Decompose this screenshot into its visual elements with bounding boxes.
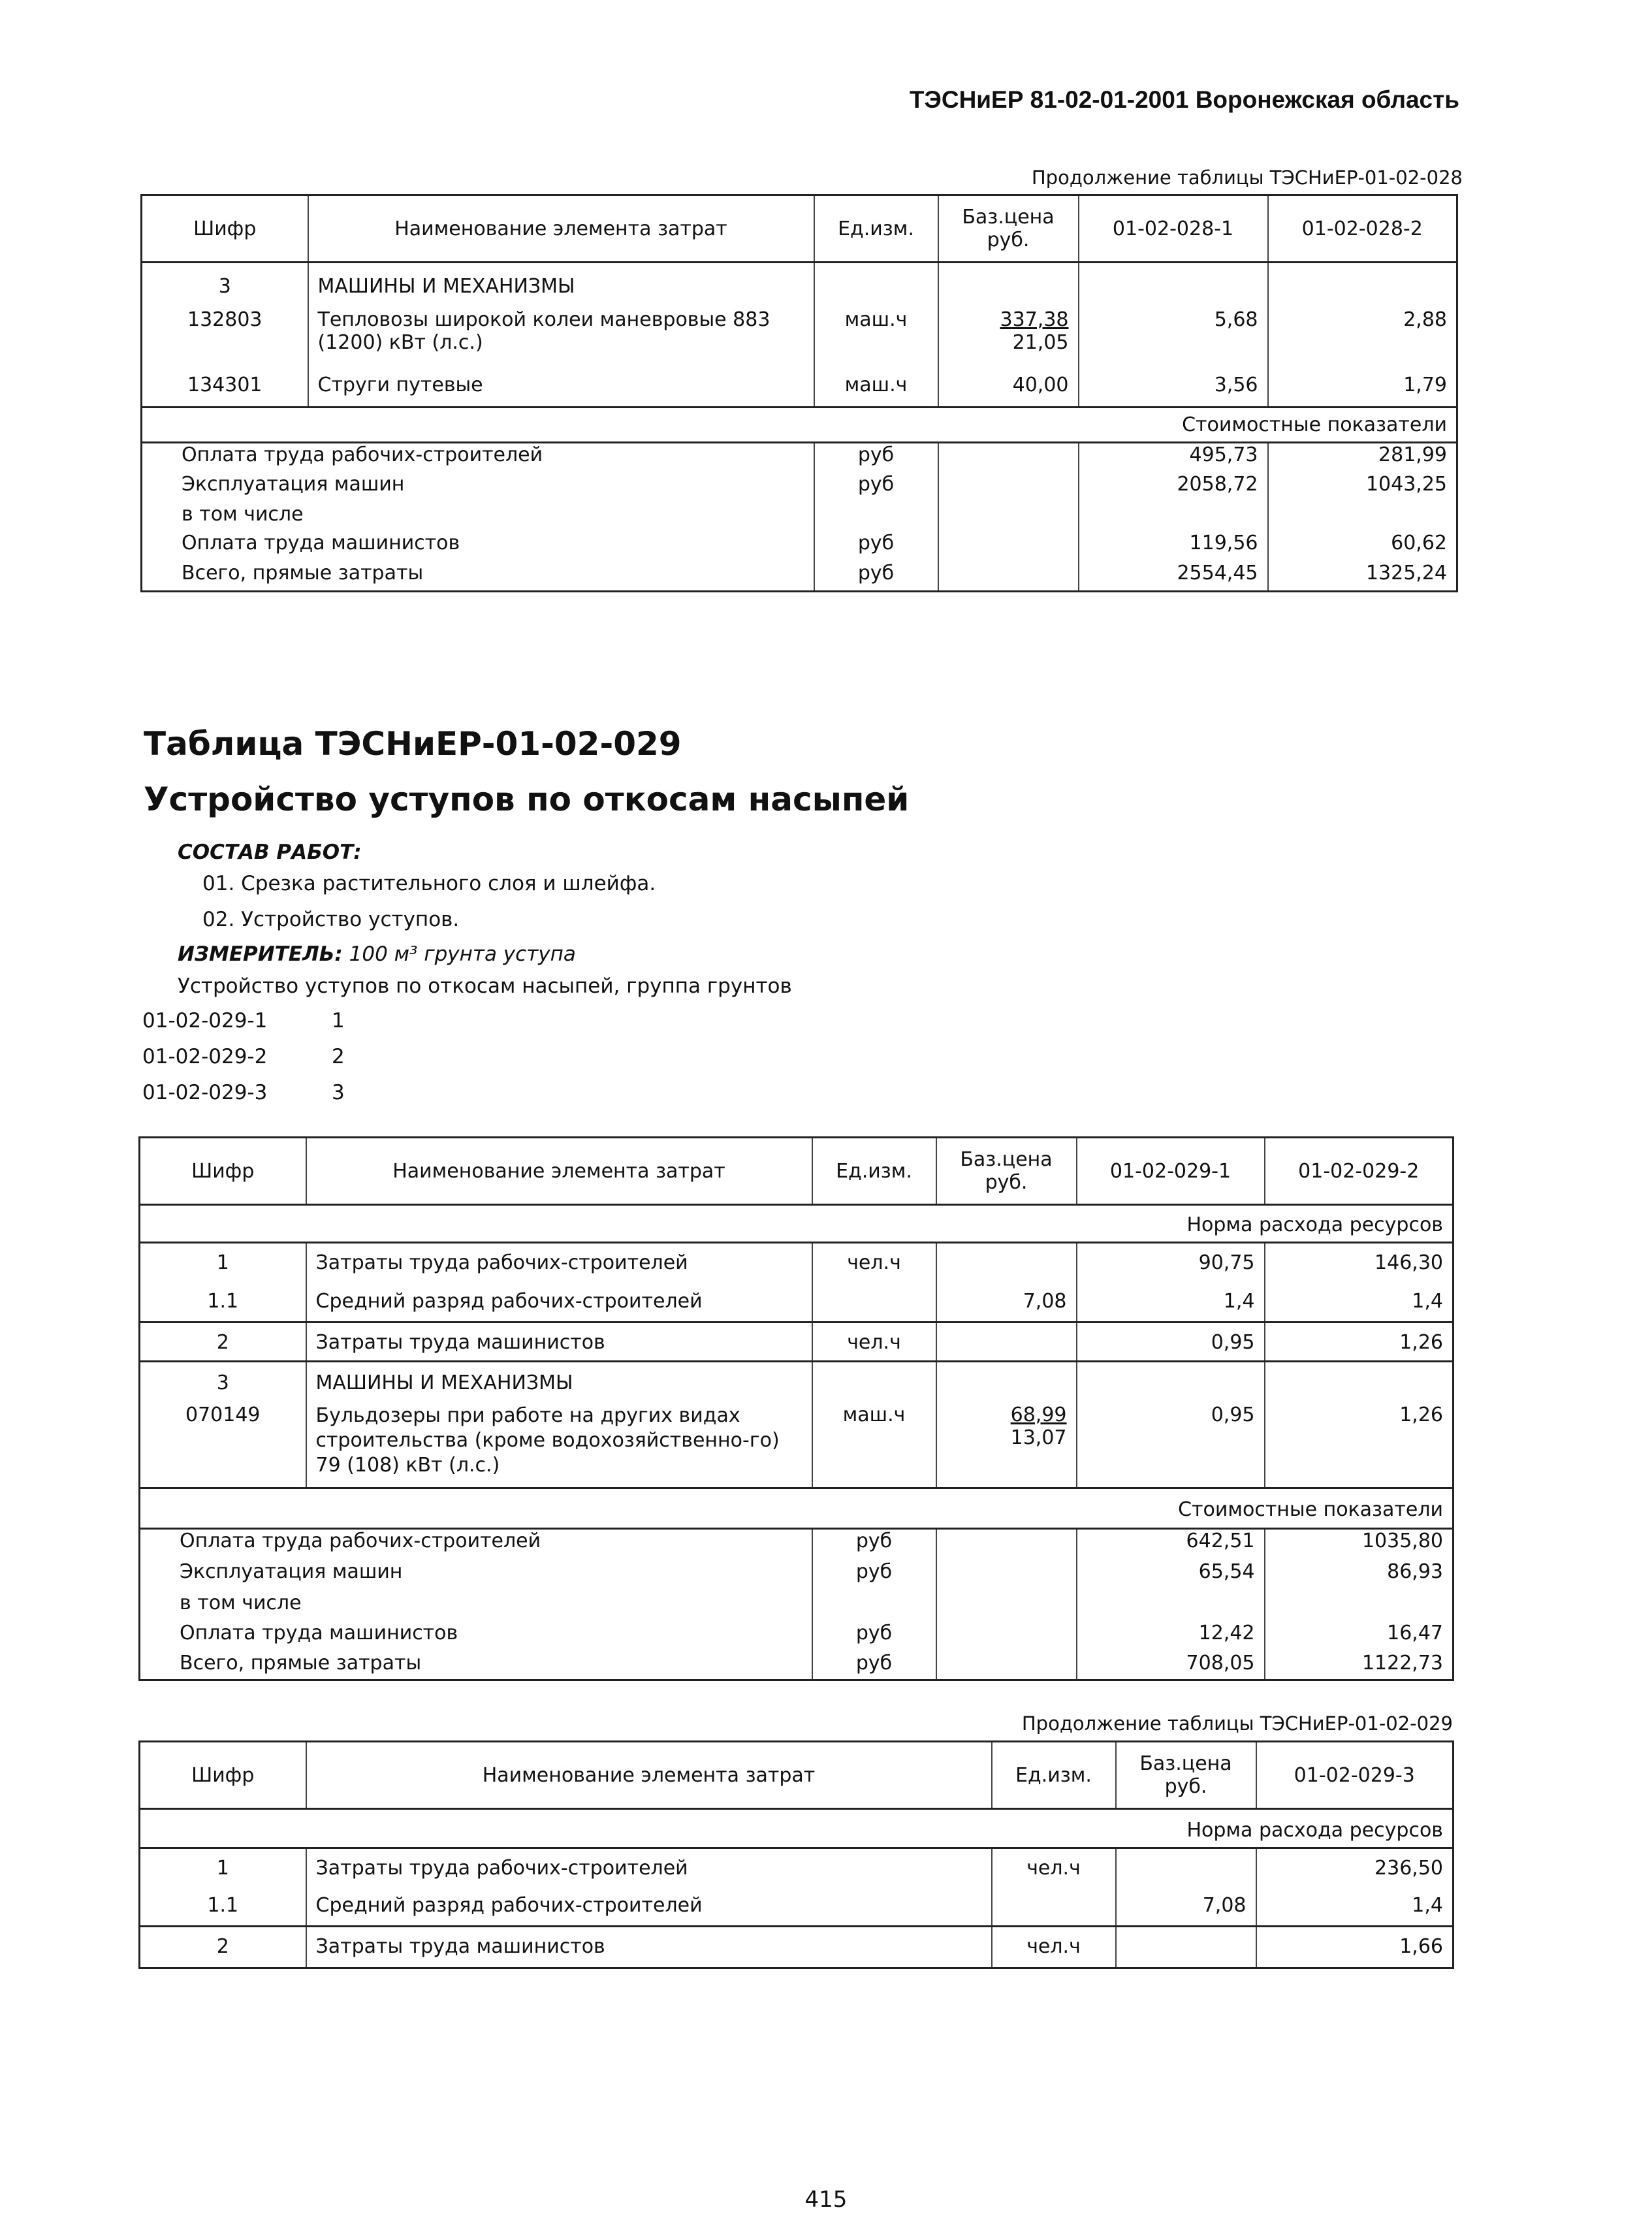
cost-row <box>142 473 1457 503</box>
cost-value-1: 12,42 <box>1077 1622 1265 1652</box>
header-cell: 01-02-029-2 <box>1265 1138 1453 1205</box>
code-group: 1 <box>332 1009 345 1033</box>
section-label: Стоимостные показатели <box>142 408 1457 443</box>
cost-row <box>140 1592 1453 1622</box>
row-value-2: 1,26 <box>1265 1403 1453 1488</box>
header-cell: Наименование элемента затрат <box>306 1138 812 1205</box>
cost-value-1: 2058,72 <box>1079 473 1268 503</box>
row-value-1: 1,4 <box>1256 1887 1453 1927</box>
cost-row <box>140 1622 1453 1652</box>
row-value-1: 236,50 <box>1256 1848 1453 1887</box>
table1-caption: Продолжение таблицы ТЭСНиЕР-01-02-028 <box>1031 167 1463 189</box>
code-value: 01-02-029-2 <box>142 1045 268 1068</box>
cost-unit: руб <box>814 532 938 562</box>
row-name: Затраты труда машинистов <box>306 1323 812 1362</box>
cost-name: в том числе <box>180 1591 302 1614</box>
meter-line <box>178 942 576 966</box>
header-cell: 01-02-029-1 <box>1077 1138 1265 1205</box>
work-item: 02. Устройство уступов. <box>202 908 460 931</box>
table-row <box>140 1243 1453 1283</box>
row-name: Затраты труда рабочих-строителей <box>306 1848 992 1887</box>
row-value-1: 5,68 <box>1079 308 1268 374</box>
section-row <box>140 1488 1453 1529</box>
cost-name: Всего, прямые затраты <box>180 1651 422 1675</box>
row-unit: маш.ч <box>814 374 938 408</box>
section-label: Норма расхода ресурсов <box>140 1205 1453 1243</box>
row-value-2: 2,88 <box>1268 308 1457 374</box>
code-value: 01-02-029-1 <box>142 1009 268 1033</box>
row-unit: чел.ч <box>992 1927 1116 1968</box>
section-row <box>140 1809 1453 1848</box>
code-item <box>142 1009 345 1033</box>
row-name: Струги путевые <box>308 374 814 408</box>
row-value-2: 1,26 <box>1265 1323 1453 1362</box>
header-cell: Шифр <box>142 195 308 263</box>
row-code: 1.1 <box>207 1893 239 1917</box>
code-item <box>142 1081 345 1104</box>
row-price: 68,99 <box>1010 1403 1067 1426</box>
cost-unit: руб <box>814 443 938 473</box>
section-description: Устройство уступов по откосам насыпей, группа грунтов <box>178 974 792 998</box>
header-cell: 01-02-028-1 <box>1079 195 1268 263</box>
code-group: 3 <box>332 1081 345 1104</box>
header-cell: Наименование элемента затрат <box>306 1742 992 1809</box>
row-name: Затраты труда рабочих-строителей <box>306 1243 812 1283</box>
cost-name: Оплата труда машинистов <box>182 531 460 554</box>
cost-row <box>140 1560 1453 1592</box>
cost-value-2: 1043,25 <box>1268 473 1457 503</box>
header-cell: 01-02-029-3 <box>1256 1742 1453 1809</box>
cost-name: Оплата труда рабочих-строителей <box>180 1530 541 1552</box>
row-code: 2 <box>216 1331 229 1354</box>
header-cell: Баз.цена руб. <box>936 1138 1077 1205</box>
row-code: 1 <box>216 1857 229 1880</box>
row-name: Затраты труда машинистов <box>306 1927 992 1968</box>
row-unit: маш.ч <box>814 308 938 374</box>
cost-unit: руб <box>812 1560 936 1592</box>
row-code: 1.1 <box>207 1289 239 1313</box>
row-name: МАШИНЫ И МЕХАНИЗМЫ <box>306 1362 812 1403</box>
row-price: 40,00 <box>938 374 1079 408</box>
table2-header-row <box>140 1138 1453 1205</box>
section-title: Таблица ТЭСНиЕР-01-02-029 <box>144 725 682 763</box>
row-code: 134301 <box>187 373 262 396</box>
table-row <box>142 308 1457 374</box>
cost-name: в том числе <box>182 502 304 526</box>
table3-header-row <box>140 1742 1453 1809</box>
cost-value-1: 119,56 <box>1079 532 1268 562</box>
row-price: 7,08 <box>1116 1887 1256 1927</box>
row-unit: маш.ч <box>812 1403 936 1488</box>
table-row <box>140 1362 1453 1403</box>
row-name: Средний разряд рабочих-строителей <box>306 1283 812 1323</box>
row-value-1: 1,66 <box>1256 1927 1453 1968</box>
cost-value-2: 60,62 <box>1268 532 1457 562</box>
header-cell: Наименование элемента затрат <box>308 195 814 263</box>
row-price: 7,08 <box>936 1283 1077 1323</box>
row-name: Средний разряд рабочих-строителей <box>306 1887 992 1927</box>
table-row <box>142 263 1457 308</box>
code-group: 2 <box>332 1045 345 1068</box>
header-cell: 01-02-028-2 <box>1268 195 1457 263</box>
row-unit: чел.ч <box>812 1243 936 1283</box>
row-name: МАШИНЫ И МЕХАНИЗМЫ <box>308 263 814 308</box>
cost-name: Эксплуатация машин <box>182 472 405 496</box>
cost-value-2: 1325,24 <box>1268 562 1457 592</box>
row-value-1: 3,56 <box>1079 374 1268 408</box>
cost-row <box>142 443 1457 473</box>
cost-unit: руб <box>814 562 938 592</box>
code-value: 01-02-029-3 <box>142 1081 268 1104</box>
row-value-2: 1,79 <box>1268 374 1457 408</box>
row-value-1: 90,75 <box>1077 1243 1265 1283</box>
row-code: 132803 <box>187 308 262 331</box>
cost-row <box>140 1652 1453 1680</box>
cost-name: Всего, прямые затраты <box>182 561 424 585</box>
cost-value-2: 1122,73 <box>1265 1652 1453 1680</box>
table-row <box>140 1283 1453 1323</box>
row-code: 070149 <box>185 1403 261 1426</box>
table3 <box>138 1740 1454 1969</box>
header-cell: Баз.цена руб. <box>938 195 1079 263</box>
row-value-2: 1,4 <box>1265 1283 1453 1323</box>
cost-row <box>142 562 1457 592</box>
row-value-1: 0,95 <box>1077 1323 1265 1362</box>
cost-unit: руб <box>814 473 938 503</box>
row-code: 3 <box>218 275 231 298</box>
row-unit: чел.ч <box>992 1848 1116 1887</box>
table1-header-row <box>142 195 1457 263</box>
section-label: Норма расхода ресурсов <box>140 1809 1453 1848</box>
cost-unit: руб <box>812 1529 936 1560</box>
row-price-wage: 13,07 <box>1010 1426 1067 1449</box>
cost-value-2: 86,93 <box>1265 1560 1453 1592</box>
cost-value-2: 16,47 <box>1265 1622 1453 1652</box>
table-row <box>140 1323 1453 1362</box>
cost-row <box>140 1529 1453 1560</box>
row-code: 1 <box>216 1251 229 1274</box>
row-name: Тепловозы широкой колеи маневровые 883 (1200) кВт (л.с.) <box>308 308 814 374</box>
row-price: 337,38 <box>1000 308 1069 331</box>
cost-value-1: 2554,45 <box>1079 562 1268 592</box>
row-value-2: 146,30 <box>1265 1243 1453 1283</box>
header-cell: Баз.цена руб. <box>1116 1742 1256 1809</box>
cost-name: Эксплуатация машин <box>180 1560 403 1583</box>
table2 <box>138 1136 1454 1681</box>
cost-unit: руб <box>812 1652 936 1680</box>
table-row <box>142 374 1457 408</box>
section-row <box>142 408 1457 443</box>
cost-row <box>142 503 1457 532</box>
header-cell: Ед.изм. <box>814 195 938 263</box>
work-item: 01. Срезка растительного слоя и шлейфа. <box>202 872 656 895</box>
section-subtitle: Устройство уступов по откосам насыпей <box>144 780 910 818</box>
page-number: 415 <box>804 2187 848 2213</box>
cost-value-2: 1035,80 <box>1265 1529 1453 1560</box>
section-label: Стоимостные показатели <box>140 1488 1453 1529</box>
header-cell: Ед.изм. <box>812 1138 936 1205</box>
cost-name: Оплата труда машинистов <box>180 1621 458 1644</box>
table1 <box>140 194 1458 592</box>
cost-value-2: 281,99 <box>1268 443 1457 473</box>
meter-value: 100 м³ грунта уступа <box>349 942 576 966</box>
table-row <box>140 1887 1453 1927</box>
cost-value-1: 642,51 <box>1077 1529 1265 1560</box>
row-unit: чел.ч <box>812 1323 936 1362</box>
table-row <box>140 1927 1453 1968</box>
table-row <box>140 1403 1453 1488</box>
table3-caption: Продолжение таблицы ТЭСНиЕР-01-02-029 <box>1021 1712 1453 1735</box>
row-value-1: 1,4 <box>1077 1283 1265 1323</box>
cost-name: Оплата труда рабочих-строителей <box>182 443 543 466</box>
cost-value-1: 708,05 <box>1077 1652 1265 1680</box>
cost-value-1: 495,73 <box>1079 443 1268 473</box>
cost-value-1: 65,54 <box>1077 1560 1265 1592</box>
code-item <box>142 1045 345 1068</box>
header-cell: Шифр <box>140 1742 306 1809</box>
row-value-1: 0,95 <box>1077 1403 1265 1488</box>
header-cell: Шифр <box>140 1138 306 1205</box>
cost-row <box>142 532 1457 562</box>
row-name: Бульдозеры при работе на других видах строительства (кроме водохозяйственно-го) 79 (108) кВт (л.с.) <box>306 1403 812 1488</box>
header-cell: Ед.изм. <box>992 1742 1116 1809</box>
meter-label: ИЗМЕРИТЕЛЬ: <box>178 942 343 966</box>
cost-unit: руб <box>812 1622 936 1652</box>
section-row <box>140 1205 1453 1243</box>
row-code: 3 <box>216 1371 229 1394</box>
row-price-wage: 21,05 <box>1012 330 1069 354</box>
row-code: 2 <box>216 1935 229 1958</box>
works-label: СОСТАВ РАБОТ: <box>178 841 362 864</box>
document-header-title: ТЭСНиЕР 81-02-01-2001 Воронежская область <box>909 86 1459 113</box>
table-row <box>140 1848 1453 1887</box>
